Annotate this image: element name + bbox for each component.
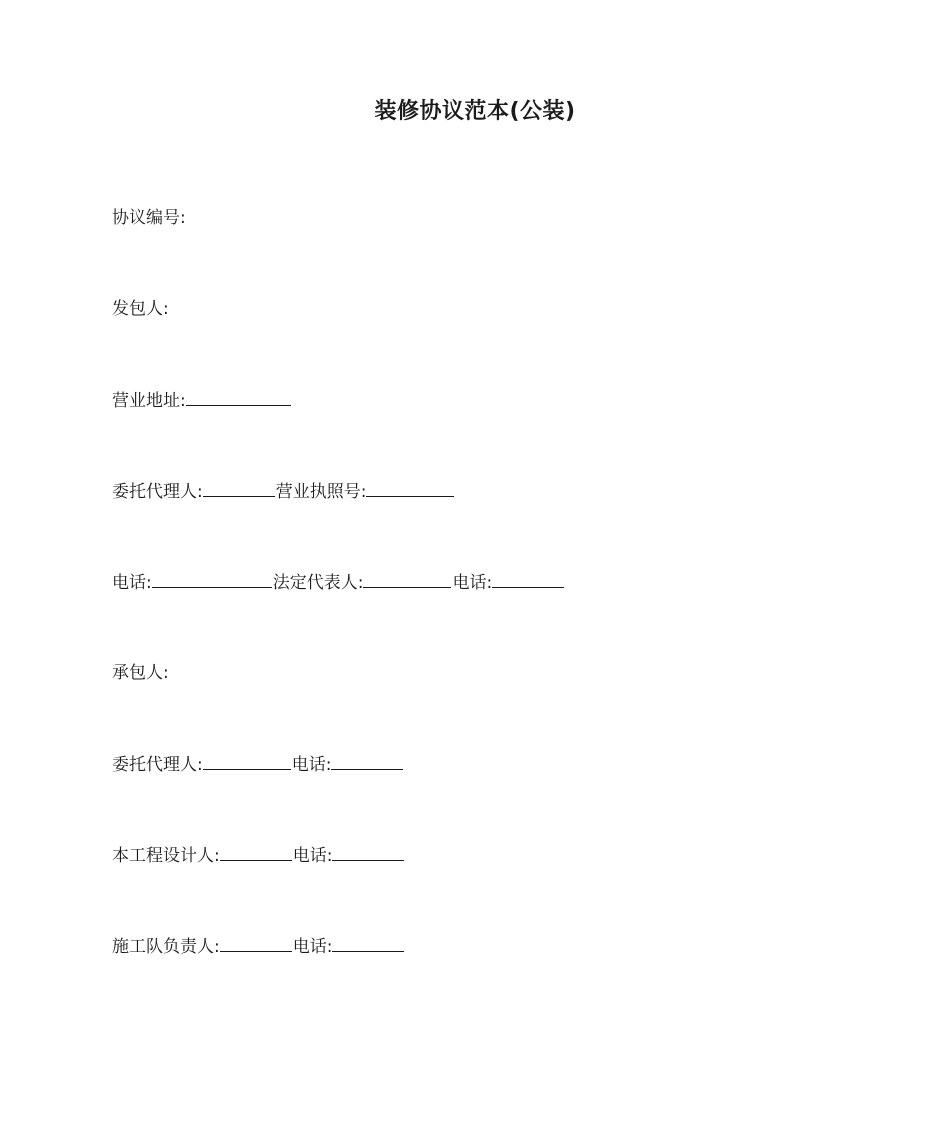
- designer-phone-blank[interactable]: [332, 843, 404, 861]
- legal-representative-label: 法定代表人:: [272, 573, 364, 593]
- legal-representative-phone-label: 电话:: [452, 573, 493, 593]
- contractor-agent-label: 委托代理人:: [112, 755, 203, 775]
- business-license-label: 营业执照号:: [275, 482, 367, 502]
- contractor-label: 承包人:: [112, 663, 169, 683]
- team-leader-blank[interactable]: [220, 934, 292, 952]
- employer-agent-label: 委托代理人:: [112, 482, 203, 502]
- contractor-agent-line: [112, 752, 404, 777]
- business-address-line: [112, 388, 292, 413]
- designer-blank[interactable]: [220, 843, 292, 861]
- contractor-agent-phone-blank[interactable]: [331, 752, 403, 770]
- employer-line: [112, 297, 169, 321]
- employer-phone-blank[interactable]: [152, 570, 272, 588]
- document-title: 装修协议范本(公装): [374, 99, 576, 124]
- contractor-agent-blank[interactable]: [203, 752, 291, 770]
- employer-label: 发包人:: [112, 299, 169, 319]
- business-address-label: 营业地址:: [112, 391, 186, 411]
- designer-line: [112, 843, 405, 868]
- contractor-agent-phone-label: 电话:: [291, 755, 332, 775]
- designer-phone-label: 电话:: [292, 846, 333, 866]
- employer-agent-line: [112, 479, 455, 504]
- business-address-blank[interactable]: [186, 388, 291, 406]
- team-leader-line: [112, 934, 405, 959]
- employer-phone-line: [112, 570, 565, 595]
- employer-agent-blank[interactable]: [203, 479, 275, 497]
- designer-label: 本工程设计人:: [112, 846, 220, 866]
- team-leader-label: 施工队负责人:: [112, 937, 220, 957]
- business-license-blank[interactable]: [366, 479, 454, 497]
- agreement-number-line: [112, 206, 186, 230]
- legal-representative-blank[interactable]: [363, 570, 451, 588]
- team-leader-phone-blank[interactable]: [332, 934, 404, 952]
- team-leader-phone-label: 电话:: [292, 937, 333, 957]
- agreement-number-label: 协议编号:: [112, 208, 186, 228]
- legal-representative-phone-blank[interactable]: [492, 570, 564, 588]
- contractor-line: [112, 661, 169, 685]
- employer-phone-label: 电话:: [112, 573, 152, 593]
